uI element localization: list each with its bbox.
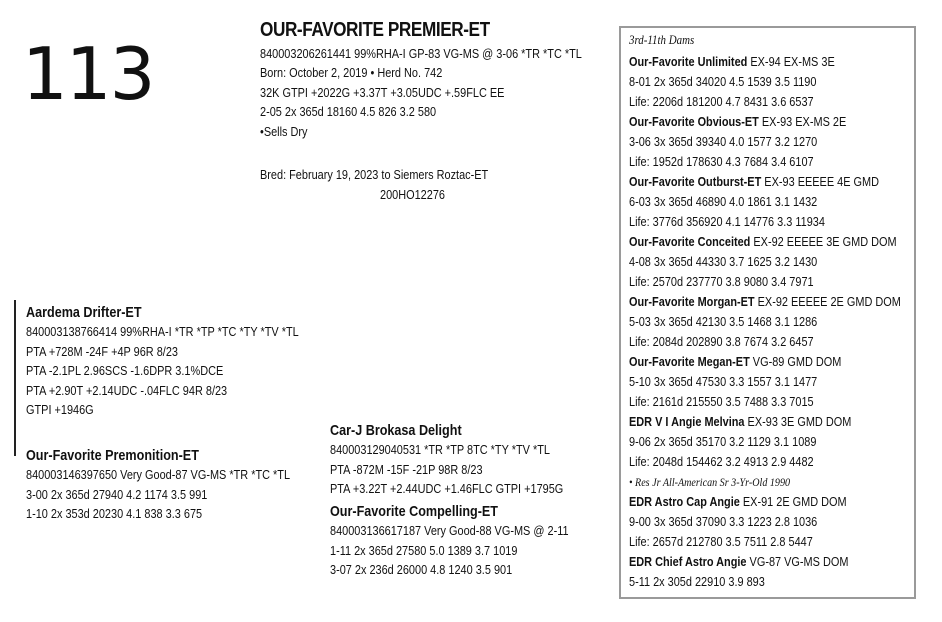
dam-entry-name: Our-Favorite Conceited (629, 234, 751, 249)
dam-entry-name-line (629, 112, 901, 132)
dam-entry-name-line (629, 352, 901, 372)
dam-line: 840003146397650 Very Good-87 VG-MS *TR *TC *TL (26, 467, 291, 483)
animal-details (260, 44, 582, 141)
granddam-line: 1-11 2x 365d 27580 5.0 1389 3.7 1019 (330, 542, 518, 558)
dam-entry-award-note: • Res Jr All-American Sr 3-Yr-Old 1990 (629, 475, 791, 489)
sire-of-dam-line: PTA +728M -24F +4P 96R 8/23 (26, 343, 178, 359)
dam-entry-name-line (629, 552, 901, 572)
sire-of-dam-name: Aardema Drifter-ET (26, 304, 142, 321)
dam-entry-record: 3-06 3x 365d 39340 4.0 1577 3.2 1270 (629, 134, 818, 149)
pedigree-bracket (14, 300, 16, 456)
dam-entry-record: 5-11 2x 305d 22910 3.9 893 (629, 574, 765, 589)
sire-name: Car-J Brokasa Delight (330, 422, 462, 439)
sire-block (330, 421, 563, 499)
sire-of-dam-block (26, 303, 299, 419)
animal-born-line: Born: October 2, 2019 • Herd No. 742 (260, 65, 443, 81)
dam-name: Our-Favorite Premonition-ET (26, 447, 199, 464)
dam-entry-record: 9-00 3x 365d 37090 3.3 1223 2.8 1036 (629, 514, 818, 529)
animal-id-line: 840003206261441 99%RHA-I GP-83 VG-MS @ 3-06 *TR *TC *TL (260, 46, 582, 61)
dam-entry-class: EX-93 3E GMD DOM (747, 414, 852, 429)
dam-entry-class: EX-93 EX-MS 2E (761, 114, 847, 129)
dam-entry-lifetime: Life: 1952d 178630 4.3 7684 3.4 6107 (629, 154, 814, 169)
dam-entry-lifetime: Life: 2161d 215550 3.5 7488 3.3 7015 (629, 394, 814, 409)
sire-of-dam-line: PTA +2.90T +2.14UDC -.04FLC 94R 8/23 (26, 382, 228, 398)
dam-line: 3-00 2x 365d 27940 4.2 1174 3.5 991 (26, 486, 208, 502)
animal-genomic-line: 32K GTPI +2022G +3.37T +3.05UDC +.59FLC EE (260, 84, 505, 100)
dam-block (26, 446, 290, 524)
dam-entry-name: Our-Favorite Outburst-ET (629, 174, 762, 189)
dam-entry-class: EX-92 EEEEE 3E GMD DOM (753, 234, 897, 249)
dam-entry-class: EX-91 2E GMD DOM (742, 494, 847, 509)
dam-entry-class: EX-92 EEEEE 2E GMD DOM (757, 294, 901, 309)
dam-entry-class: VG-87 VG-MS DOM (749, 554, 849, 569)
bred-sire-code: 200HO12276 (380, 187, 445, 202)
dam-entry-name-line (629, 412, 901, 432)
sire-line: PTA -872M -15F -21P 98R 8/23 (330, 461, 483, 477)
sire-of-dam-line: PTA -2.1PL 2.96SCS -1.6DPR 3.1%DCE (26, 363, 224, 379)
granddam-line: 840003136617187 Very Good-88 VG-MS @ 2-11 (330, 523, 569, 539)
dam-entry-record: 6-03 3x 365d 46890 4.0 1861 3.1 1432 (629, 194, 818, 209)
bred-line: Bred: February 19, 2023 to Siemers Roztac-ET (260, 167, 489, 182)
granddam-block (330, 502, 569, 580)
dam-entry-record: 9-06 2x 365d 35170 3.2 1129 3.1 1089 (629, 434, 817, 449)
dam-entry-class: EX-94 EX-MS 3E (750, 54, 835, 69)
dam-entry-class: EX-93 EEEEE 4E GMD (764, 174, 880, 189)
dam-entry-lifetime: Life: 2048d 154462 3.2 4913 2.9 4482 (629, 454, 814, 469)
granddam-name: Our-Favorite Compelling-ET (330, 503, 499, 520)
dam-entry-name: EDR Chief Astro Angie (629, 554, 747, 569)
dam-entry-record: 8-01 2x 365d 34020 4.5 1539 3.5 1190 (629, 74, 817, 89)
animal-sells-note: •Sells Dry (260, 123, 308, 139)
dam-entry-class: VG-89 GMD DOM (752, 354, 842, 369)
dam-line: 1-10 2x 353d 20230 4.1 838 3.3 675 (26, 506, 203, 522)
dam-entry-name-line (629, 292, 901, 312)
dam-entry-name: Our-Favorite Unlimited (629, 54, 748, 69)
dam-entry-name-line (629, 492, 901, 512)
dams-list (629, 32, 901, 592)
dam-entry-lifetime: Life: 3776d 356920 4.1 14776 3.3 11934 (629, 214, 825, 229)
dam-entry-name: Our-Favorite Obvious-ET (629, 114, 759, 129)
lot-number: 113 (22, 32, 154, 116)
dam-entry-name: EDR V I Angie Melvina (629, 414, 745, 429)
sire-line: 840003129040531 *TR *TP 8TC *TY *TV *TL (330, 442, 550, 458)
dam-entry-record: 5-10 3x 365d 47530 3.3 1557 3.1 1477 (629, 374, 818, 389)
dam-entry-name-line (629, 172, 901, 192)
dams-box-title: 3rd-11th Dams (629, 32, 695, 47)
dam-entry-name: EDR Astro Cap Angie (629, 494, 740, 509)
dam-entry-name-line (629, 52, 901, 72)
dams-box (619, 26, 916, 599)
dam-entry-record: 5-03 3x 365d 42130 3.5 1468 3.1 1286 (629, 314, 818, 329)
dam-entry-name: Our-Favorite Megan-ET (629, 354, 750, 369)
dam-entry-lifetime: Life: 2657d 212780 3.5 7511 2.8 5447 (629, 534, 813, 549)
animal-record-line: 2-05 2x 365d 18160 4.5 826 3.2 580 (260, 104, 437, 120)
dam-entry-lifetime: Life: 2570d 237770 3.8 9080 3.4 7971 (629, 274, 814, 289)
sire-line: PTA +3.22T +2.44UDC +1.46FLC GTPI +1795G (330, 481, 564, 497)
granddam-line: 3-07 2x 236d 26000 4.8 1240 3.5 901 (330, 562, 513, 578)
sire-of-dam-line: 840003138766414 99%RHA-I *TR *TP *TC *TY *TV *TL (26, 324, 299, 340)
dam-entry-lifetime: Life: 2206d 181200 4.7 8431 3.6 6537 (629, 94, 814, 109)
sire-of-dam-line: GTPI +1946G (26, 402, 94, 418)
dam-entry-lifetime: Life: 2084d 202890 3.8 7674 3.2 6457 (629, 334, 814, 349)
animal-name: OUR-FAVORITE PREMIER-ET (260, 19, 490, 41)
dam-entry-name: Our-Favorite Morgan-ET (629, 294, 755, 309)
dam-entry-record: 4-08 3x 365d 44330 3.7 1625 3.2 1430 (629, 254, 818, 269)
dam-entry-name-line (629, 232, 901, 252)
